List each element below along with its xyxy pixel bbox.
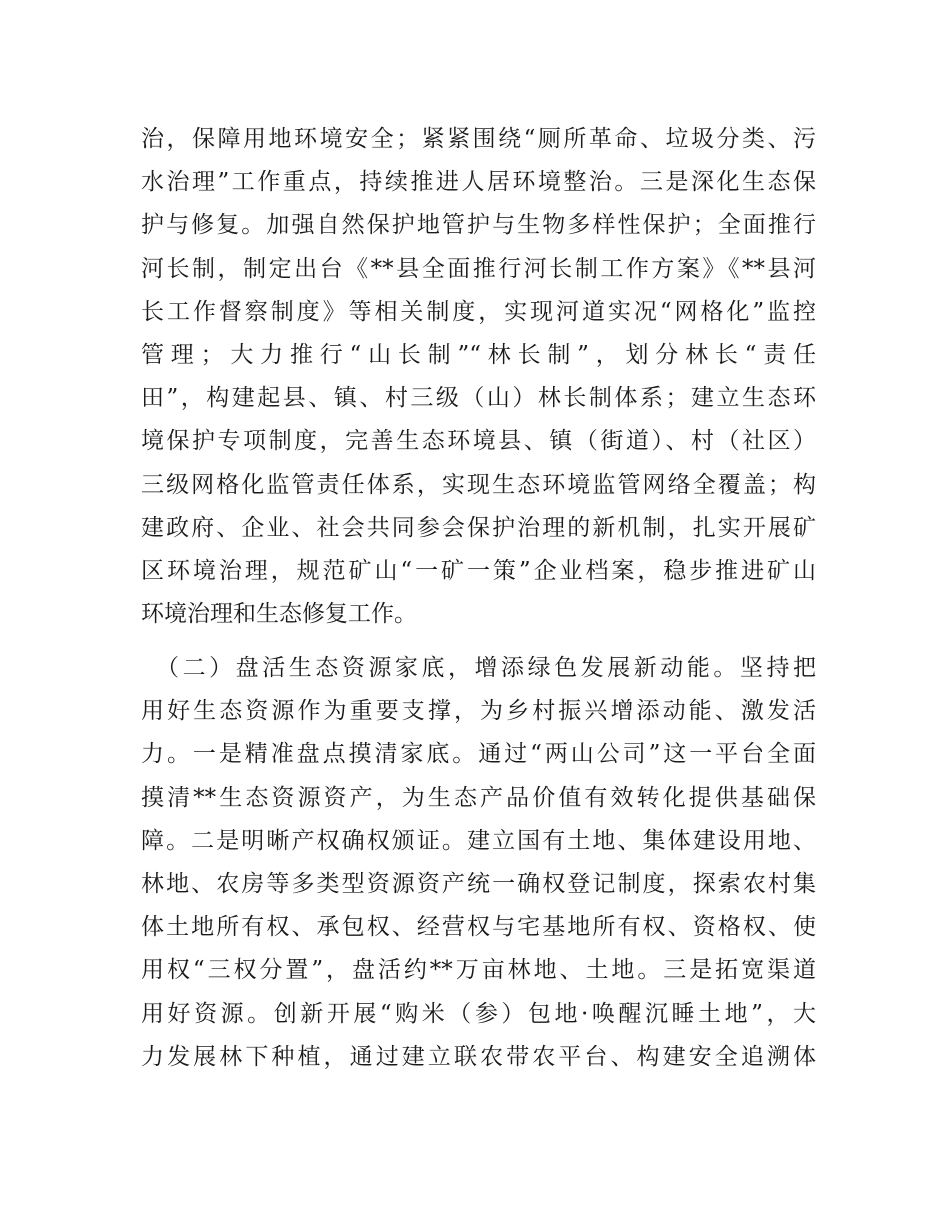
text-line: 环境治理和生态修复工作。	[141, 601, 417, 628]
text-line: 长工作督察制度》等相关制度，实现河道实况“网格化”监控	[141, 298, 816, 325]
paragraph-1	[141, 118, 816, 636]
text-line: 用好生态资源作为重要支撑，为乡村振兴增添动能、激发活	[141, 698, 816, 725]
text-line: 用权“三权分置”，盘活约**万亩林地、土地。三是拓宽渠道	[141, 957, 816, 984]
text-line: 田”，构建起县、镇、村三级（山）林长制体系；建立生态环	[141, 385, 816, 412]
text-line: 体土地所有权、承包权、经营权与宅基地所有权、资格权、使	[141, 914, 816, 941]
text-line: 力。一是精准盘点摸清家底。通过“两山公司”这一平台全面	[141, 741, 816, 768]
text-line: 三级网格化监管责任体系，实现生态环境监管网络全覆盖；构	[141, 471, 816, 498]
text-line: 建政府、企业、社会共同参会保护治理的新机制，扎实开展矿	[141, 514, 816, 541]
text-line: 力发展林下种植，通过建立联农带农平台、构建安全追溯体	[141, 1043, 816, 1070]
text-line: 用好资源。创新开展“购米（参）包地·唤醒沉睡土地”，大	[141, 1000, 816, 1027]
text-line: 水治理”工作重点，持续推进人居环境整治。三是深化生态保	[141, 169, 816, 196]
text-line: 河长制，制定出台《**县全面推行河长制工作方案》《**县河	[141, 255, 816, 282]
text-line: 管理；大力推行“山长制”“林长制”，划分林长“责任	[141, 341, 816, 368]
paragraph-2	[141, 647, 816, 1079]
text-line: 护与修复。加强自然保护地管护与生物多样性保护；全面推行	[141, 212, 816, 239]
text-line: 境保护专项制度，完善生态环境县、镇（街道）、村（社区）	[141, 428, 816, 455]
text-line: 障。二是明晰产权确权颁证。建立国有土地、集体建设用地、	[141, 827, 816, 854]
text-line: 治，保障用地环境安全；紧紧围绕“厕所革命、垃圾分类、污	[141, 126, 816, 152]
text-line: 林地、农房等多类型资源资产统一确权登记制度，探索农村集	[141, 870, 816, 897]
text-line: 摸清**生态资源资产，为生态产品价值有效转化提供基础保	[141, 784, 816, 811]
text-line: 区环境治理，规范矿山“一矿一策”企业档案，稳步推进矿山	[141, 557, 816, 584]
text-line: （二）盘活生态资源家底，增添绿色发展新动能。坚持把	[141, 655, 816, 681]
